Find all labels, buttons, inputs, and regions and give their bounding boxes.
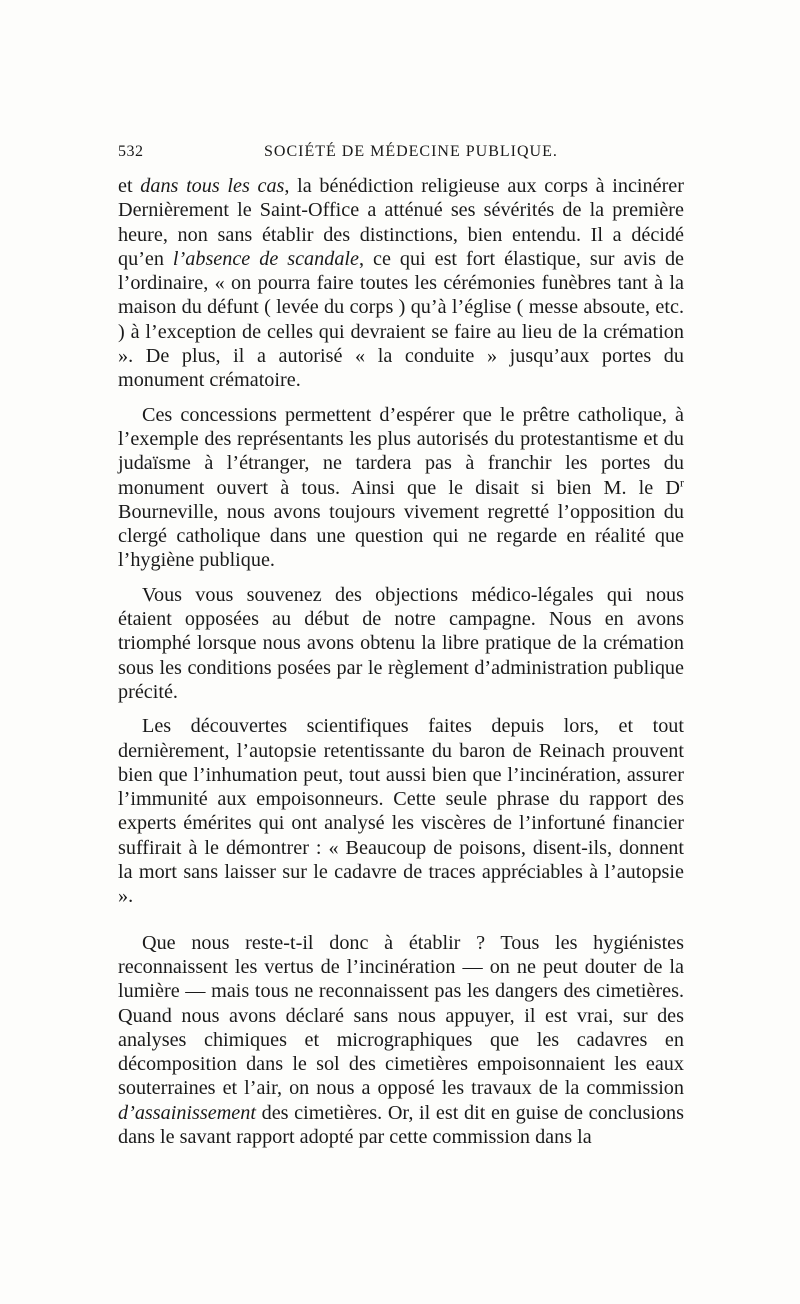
paragraph-5-text: des cimetières. Or, il est dit en guise de conclusions dans le savant rapport adopté par cette commission dans la [118, 1101, 684, 1148]
running-title: SOCIÉTÉ DE MÉDECINE PUBLIQUE. [264, 143, 558, 160]
paragraph-3: Vous vous souvenez des objections médico-légales qui nous étaient opposées au début de notre campagne. Nous en avons triomphé lorsque nous avons obtenu la libre pratique de la crémation sous les conditions posées par le règlement d’administration publique précité. [118, 583, 684, 703]
paragraph-2-text: Bourneville, nous avons toujours vivement regretté l’opposition du clergé catholique dans une question qui ne regarde en réalité que l’hygiène publique. [118, 500, 684, 572]
paragraph-4: Les découvertes scientifiques faites depuis lors, et tout dernièrement, l’autopsie retentissante du baron de Reinach prouvent bien que l’inhumation peut, tout aussi bien que l’incinération, assurer l’immunité aux empoisonneurs. Cette seule phrase du rapport des experts émérites qui ont analysé les viscères de l’infortuné financier suffirait à le démontrer : « Beaucoup de poisons, disent-ils, donnent la mort sans laisser sur le cadavre de traces appréciables à l’autopsie ». [118, 715, 684, 908]
paragraph-2-text: Ces concessions permettent d’espérer que le prêtre catholique, à l’exemple des représentants les plus autorisés du protestantisme et du judaïsme à l’étranger, ne tardera pas à franchir les portes du monument ouvert à tous. Ainsi que le disait si bien M. le D [118, 403, 684, 499]
paragraph-1-text: , ce qui est fort élastique, sur avis de l’ordinaire, « on pourra faire toutes les cérémonies funèbres tant à la maison du défunt ( levée du corps ) qu’à l’église ( messe absoute, etc. ) à l’exception de celles qui devraient se faire au lieu de la crémation ». De plus, il a autorisé « la conduite » jusqu’aux portes du monument crématoire. [118, 247, 684, 392]
italic-phrase-dans-tous-les-cas: dans tous les cas [140, 175, 285, 197]
paragraph-1-text: , la bénédiction religieuse aux corps à incinérer Dernièrement le Saint-Office a atténué ses sévérités de la première heure, non sans établir des distinctions, bien entendu. Il a décidé qu’en [118, 175, 684, 270]
running-head [118, 143, 684, 167]
page-number: 532 [118, 143, 144, 160]
superscript-r: r [680, 474, 684, 489]
paragraph-2 [118, 403, 684, 573]
paragraph-1 [118, 174, 684, 393]
paragraph-5-text: Que nous reste-t-il donc à établir ? Tous les hygiénistes reconnaissent les vertus de l’incinération — on ne peut douter de la lumière — mais tous ne reconnaissent pas les dangers des cimetières. Quand nous avons déclaré sans nous appuyer, il est vrai, sur des analyses chimiques et micrographiques que les cadavres en décomposition dans le sol des cimetières empoisonnaient les eaux souterraines et l’air, on nous a opposé les travaux de la commission [118, 931, 684, 1100]
italic-word-assainissement: d’assainissement [118, 1101, 256, 1124]
paragraph-5 [118, 931, 684, 1150]
italic-phrase-absence-de-scandale: l’absence de scandale [172, 247, 359, 270]
paragraph-1-text: et [118, 175, 141, 197]
body-text [118, 174, 684, 1159]
